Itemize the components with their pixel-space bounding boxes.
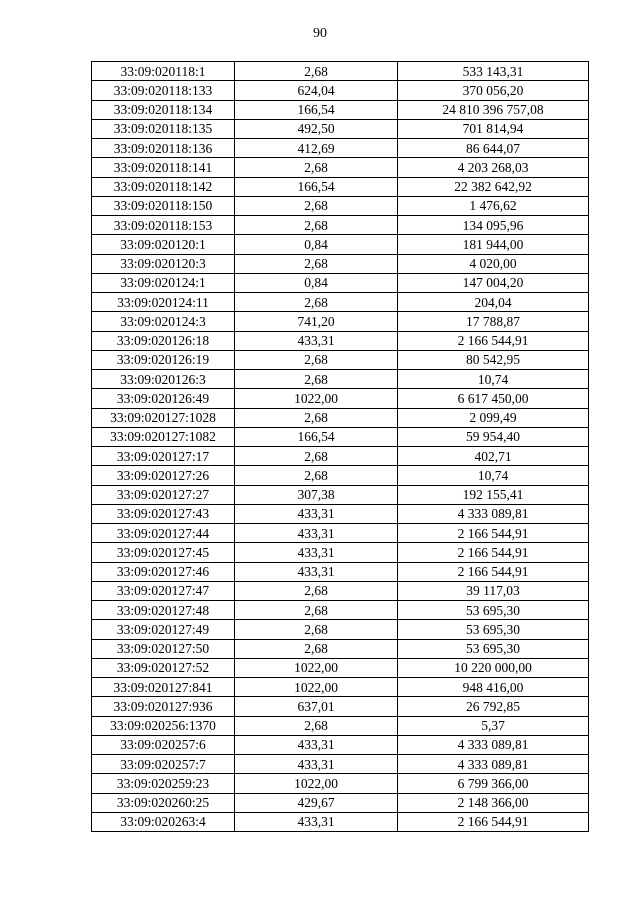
- rate-cell: 2,68: [235, 447, 398, 466]
- rate-cell: 2,68: [235, 370, 398, 389]
- cadastral-value-cell: 4 020,00: [398, 254, 589, 273]
- rate-cell: 1022,00: [235, 678, 398, 697]
- rate-cell: 2,68: [235, 293, 398, 312]
- table-row: [92, 543, 589, 562]
- cadastral-number-cell: 33:09:020127:1082: [92, 427, 235, 446]
- cadastral-value-cell: 86 644,07: [398, 139, 589, 158]
- table-row: [92, 504, 589, 523]
- cadastral-number-cell: 33:09:020118:153: [92, 216, 235, 235]
- table-row: [92, 370, 589, 389]
- cadastral-value-cell: 4 333 089,81: [398, 504, 589, 523]
- cadastral-value-cell: 134 095,96: [398, 216, 589, 235]
- cadastral-value-cell: 22 382 642,92: [398, 177, 589, 196]
- cadastral-number-cell: 33:09:020118:141: [92, 158, 235, 177]
- cadastral-number-cell: 33:09:020127:46: [92, 562, 235, 581]
- table-row: [92, 81, 589, 100]
- table-row: [92, 273, 589, 292]
- cadastral-number-cell: 33:09:020257:6: [92, 735, 235, 754]
- rate-cell: 2,68: [235, 620, 398, 639]
- table-row: [92, 774, 589, 793]
- cadastral-number-cell: 33:09:020127:841: [92, 678, 235, 697]
- rate-cell: 741,20: [235, 312, 398, 331]
- rate-cell: 166,54: [235, 100, 398, 119]
- rate-cell: 2,68: [235, 716, 398, 735]
- rate-cell: 2,68: [235, 408, 398, 427]
- table-row: [92, 716, 589, 735]
- table-row: [92, 755, 589, 774]
- cadastral-number-cell: 33:09:020124:1: [92, 273, 235, 292]
- cadastral-value-cell: 10,74: [398, 466, 589, 485]
- cadastral-number-cell: 33:09:020118:134: [92, 100, 235, 119]
- rate-cell: 2,68: [235, 254, 398, 273]
- rate-cell: 412,69: [235, 139, 398, 158]
- cadastral-value-cell: 39 117,03: [398, 581, 589, 600]
- table-row: [92, 62, 589, 81]
- cadastral-number-cell: 33:09:020256:1370: [92, 716, 235, 735]
- rate-cell: 433,31: [235, 543, 398, 562]
- table-row: [92, 562, 589, 581]
- cadastral-value-cell: 80 542,95: [398, 350, 589, 369]
- rate-cell: 2,68: [235, 466, 398, 485]
- cadastral-number-cell: 33:09:020124:3: [92, 312, 235, 331]
- cadastral-number-cell: 33:09:020260:25: [92, 793, 235, 812]
- table-row: [92, 350, 589, 369]
- rate-cell: 429,67: [235, 793, 398, 812]
- cadastral-value-cell: 24 810 396 757,08: [398, 100, 589, 119]
- rate-cell: 433,31: [235, 331, 398, 350]
- cadastral-value-cell: 53 695,30: [398, 639, 589, 658]
- cadastral-number-cell: 33:09:020118:142: [92, 177, 235, 196]
- table-row: [92, 119, 589, 138]
- table-row: [92, 601, 589, 620]
- cadastral-value-cell: 2 099,49: [398, 408, 589, 427]
- rate-cell: 433,31: [235, 735, 398, 754]
- cadastral-number-cell: 33:09:020127:43: [92, 504, 235, 523]
- cadastral-value-cell: 1 476,62: [398, 196, 589, 215]
- rate-cell: 1022,00: [235, 389, 398, 408]
- cadastral-value-cell: 6 617 450,00: [398, 389, 589, 408]
- cadastral-number-cell: 33:09:020127:47: [92, 581, 235, 600]
- table-row: [92, 735, 589, 754]
- table-row: [92, 697, 589, 716]
- cadastral-value-cell: 402,71: [398, 447, 589, 466]
- rate-cell: 2,68: [235, 601, 398, 620]
- table-row: [92, 196, 589, 215]
- table-row: [92, 216, 589, 235]
- rate-cell: 492,50: [235, 119, 398, 138]
- cadastral-number-cell: 33:09:020120:1: [92, 235, 235, 254]
- cadastral-value-cell: 948 416,00: [398, 678, 589, 697]
- table-body: [92, 62, 589, 832]
- rate-cell: 1022,00: [235, 658, 398, 677]
- page-number: 90: [313, 26, 327, 41]
- table-row: [92, 177, 589, 196]
- rate-cell: 2,68: [235, 350, 398, 369]
- cadastral-value-table: [91, 61, 589, 832]
- rate-cell: 433,31: [235, 562, 398, 581]
- rate-cell: 433,31: [235, 812, 398, 831]
- cadastral-value-cell: 2 166 544,91: [398, 331, 589, 350]
- rate-cell: 2,68: [235, 196, 398, 215]
- cadastral-value-cell: 2 166 544,91: [398, 524, 589, 543]
- table-row: [92, 427, 589, 446]
- rate-cell: 166,54: [235, 427, 398, 446]
- cadastral-value-cell: 533 143,31: [398, 62, 589, 81]
- table-row: [92, 158, 589, 177]
- cadastral-value-cell: 4 203 268,03: [398, 158, 589, 177]
- table-row: [92, 678, 589, 697]
- table-row: [92, 658, 589, 677]
- table-row: [92, 524, 589, 543]
- table-row: [92, 620, 589, 639]
- cadastral-number-cell: 33:09:020263:4: [92, 812, 235, 831]
- cadastral-number-cell: 33:09:020127:50: [92, 639, 235, 658]
- cadastral-number-cell: 33:09:020126:19: [92, 350, 235, 369]
- rate-cell: 2,68: [235, 62, 398, 81]
- rate-cell: 166,54: [235, 177, 398, 196]
- cadastral-value-cell: 10,74: [398, 370, 589, 389]
- rate-cell: 433,31: [235, 504, 398, 523]
- rate-cell: 624,04: [235, 81, 398, 100]
- cadastral-number-cell: 33:09:020120:3: [92, 254, 235, 273]
- cadastral-number-cell: 33:09:020127:52: [92, 658, 235, 677]
- cadastral-value-cell: 181 944,00: [398, 235, 589, 254]
- cadastral-value-cell: 370 056,20: [398, 81, 589, 100]
- table-row: [92, 581, 589, 600]
- cadastral-number-cell: 33:09:020257:7: [92, 755, 235, 774]
- table-row: [92, 408, 589, 427]
- cadastral-value-cell: 53 695,30: [398, 601, 589, 620]
- cadastral-number-cell: 33:09:020127:1028: [92, 408, 235, 427]
- cadastral-number-cell: 33:09:020124:11: [92, 293, 235, 312]
- cadastral-number-cell: 33:09:020259:23: [92, 774, 235, 793]
- rate-cell: 433,31: [235, 524, 398, 543]
- table-row: [92, 293, 589, 312]
- cadastral-value-cell: 10 220 000,00: [398, 658, 589, 677]
- rate-cell: 433,31: [235, 755, 398, 774]
- cadastral-number-cell: 33:09:020118:135: [92, 119, 235, 138]
- cadastral-number-cell: 33:09:020118:1: [92, 62, 235, 81]
- rate-cell: 1022,00: [235, 774, 398, 793]
- cadastral-value-cell: 4 333 089,81: [398, 755, 589, 774]
- cadastral-value-cell: 59 954,40: [398, 427, 589, 446]
- table-row: [92, 639, 589, 658]
- rate-cell: 0,84: [235, 235, 398, 254]
- table-row: [92, 312, 589, 331]
- rate-cell: 2,68: [235, 158, 398, 177]
- cadastral-value-cell: 701 814,94: [398, 119, 589, 138]
- cadastral-number-cell: 33:09:020126:49: [92, 389, 235, 408]
- cadastral-value-cell: 147 004,20: [398, 273, 589, 292]
- cadastral-value-cell: 26 792,85: [398, 697, 589, 716]
- table-row: [92, 139, 589, 158]
- cadastral-number-cell: 33:09:020126:3: [92, 370, 235, 389]
- cadastral-value-cell: 2 166 544,91: [398, 812, 589, 831]
- rate-cell: 2,68: [235, 639, 398, 658]
- cadastral-value-cell: 2 148 366,00: [398, 793, 589, 812]
- table-row: [92, 447, 589, 466]
- cadastral-value-cell: 2 166 544,91: [398, 562, 589, 581]
- cadastral-number-cell: 33:09:020127:49: [92, 620, 235, 639]
- rate-cell: 2,68: [235, 581, 398, 600]
- cadastral-value-cell: 2 166 544,91: [398, 543, 589, 562]
- cadastral-value-cell: 6 799 366,00: [398, 774, 589, 793]
- cadastral-number-cell: 33:09:020127:26: [92, 466, 235, 485]
- table-row: [92, 485, 589, 504]
- cadastral-number-cell: 33:09:020127:936: [92, 697, 235, 716]
- cadastral-number-cell: 33:09:020127:17: [92, 447, 235, 466]
- cadastral-value-cell: 53 695,30: [398, 620, 589, 639]
- cadastral-number-cell: 33:09:020118:133: [92, 81, 235, 100]
- cadastral-value-cell: 17 788,87: [398, 312, 589, 331]
- cadastral-number-cell: 33:09:020126:18: [92, 331, 235, 350]
- cadastral-number-cell: 33:09:020118:150: [92, 196, 235, 215]
- table-row: [92, 254, 589, 273]
- rate-cell: 2,68: [235, 216, 398, 235]
- table-row: [92, 235, 589, 254]
- table-row: [92, 793, 589, 812]
- cadastral-number-cell: 33:09:020127:48: [92, 601, 235, 620]
- table-row: [92, 100, 589, 119]
- table-row: [92, 389, 589, 408]
- cadastral-value-cell: 4 333 089,81: [398, 735, 589, 754]
- cadastral-value-cell: 204,04: [398, 293, 589, 312]
- cadastral-number-cell: 33:09:020127:45: [92, 543, 235, 562]
- rate-cell: 637,01: [235, 697, 398, 716]
- rate-cell: 0,84: [235, 273, 398, 292]
- table-row: [92, 466, 589, 485]
- cadastral-number-cell: 33:09:020127:44: [92, 524, 235, 543]
- cadastral-number-cell: 33:09:020118:136: [92, 139, 235, 158]
- cadastral-value-cell: 5,37: [398, 716, 589, 735]
- table-row: [92, 812, 589, 831]
- table-row: [92, 331, 589, 350]
- rate-cell: 307,38: [235, 485, 398, 504]
- cadastral-number-cell: 33:09:020127:27: [92, 485, 235, 504]
- cadastral-value-cell: 192 155,41: [398, 485, 589, 504]
